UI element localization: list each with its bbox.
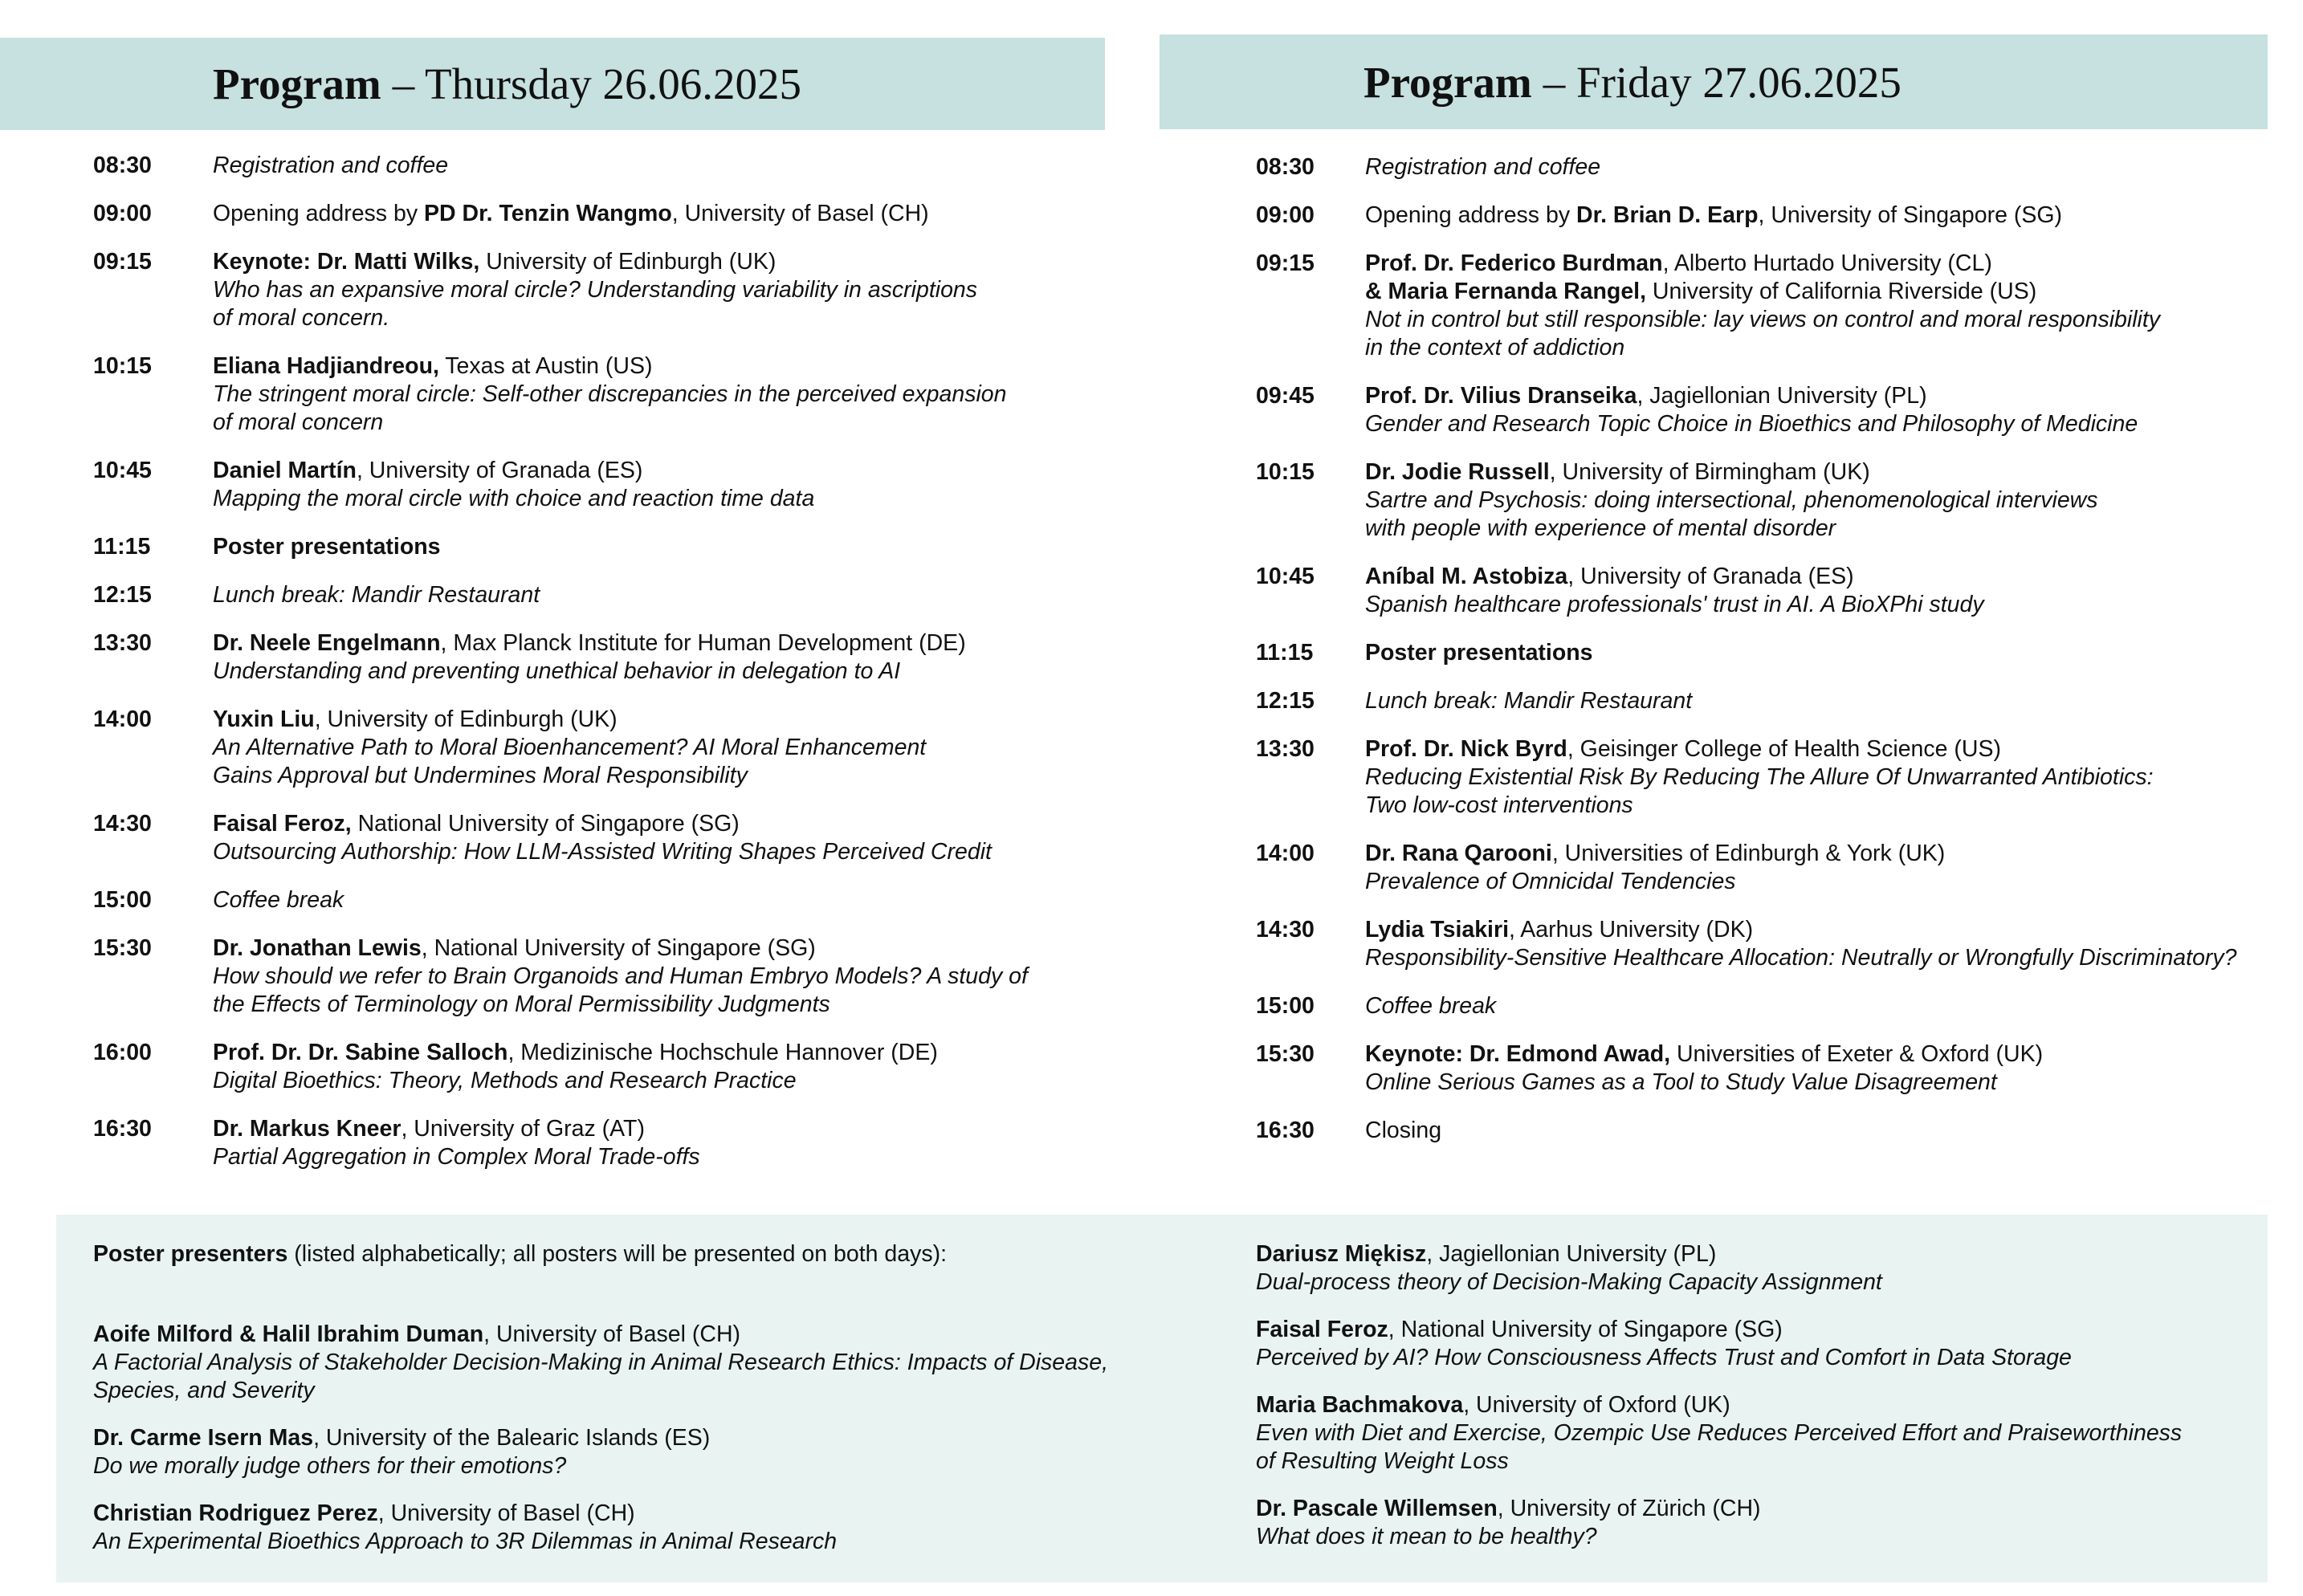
- affiliation-text: , University of Oxford (UK): [1463, 1392, 1730, 1418]
- poster-entry: [93, 1321, 1137, 1405]
- time-slot: 11:15: [1256, 640, 1314, 666]
- time-slot: 09:00: [93, 201, 152, 226]
- schedule-row: [1256, 153, 2292, 181]
- entry-line: [213, 152, 448, 180]
- entry-line: [1256, 1240, 2268, 1268]
- entry-line: [213, 1039, 938, 1067]
- entry-line: [213, 533, 441, 561]
- speaker-name: Dr. Neele Engelmann: [213, 630, 441, 656]
- affiliation-text: , Geisinger College of Health Science (US): [1567, 736, 2001, 762]
- time-slot: 11:15: [93, 534, 151, 560]
- speaker-name: Poster presentations: [1365, 640, 1593, 666]
- schedule-entry: [213, 1039, 938, 1095]
- talk-title: Digital Bioethics: Theory, Methods and Research Practice: [213, 1068, 797, 1093]
- talk-title: in the context of addiction: [1365, 335, 1625, 360]
- speaker-name: Dr. Carme Isern Mas: [93, 1425, 314, 1451]
- poster-list-left: [93, 1321, 1137, 1556]
- poster-entry: [93, 1500, 1137, 1556]
- entry-line: [213, 200, 929, 228]
- poster-intro-title: Poster presenters: [93, 1241, 288, 1267]
- speaker-name: Prof. Dr. Vilius Dranseika: [1365, 383, 1637, 409]
- time-slot: 16:00: [93, 1040, 152, 1065]
- schedule-entry: [213, 248, 977, 332]
- affiliation-text: University of California Riverside (US): [1646, 279, 2037, 304]
- entry-line: [1256, 1268, 2268, 1297]
- entry-line: [213, 934, 1028, 963]
- entry-line: [213, 1143, 700, 1171]
- speaker-name: Keynote: Dr. Edmond Awad,: [1365, 1041, 1671, 1067]
- schedule-row: [1256, 382, 2292, 438]
- talk-title: Reducing Existential Risk By Reducing The Allure Of Unwarranted Antibiotics:: [1365, 764, 2154, 790]
- entry-line: [1365, 792, 2154, 820]
- affiliation-text: , Jagiellonian University (PL): [1637, 383, 1927, 409]
- talk-title: Gender and Research Topic Choice in Bioethics and Philosophy of Medicine: [1365, 411, 2138, 437]
- schedule-row: [93, 629, 1097, 686]
- schedule-entry: [213, 581, 540, 609]
- entry-line: [213, 1067, 938, 1095]
- header-thursday-program: Program: [213, 59, 381, 108]
- affiliation-text: , Universities of Edinburgh & York (UK): [1551, 841, 1946, 866]
- schedule-entry: [1365, 639, 1593, 667]
- entry-line: [1256, 1419, 2268, 1447]
- talk-title: Do we morally judge others for their emotions?: [93, 1453, 567, 1479]
- time-slot: 12:15: [1256, 688, 1315, 714]
- entry-line: [213, 762, 926, 790]
- entry-line: [93, 1349, 1137, 1377]
- affiliation-text: , University of Birmingham (UK): [1549, 459, 1870, 485]
- entry-line: [213, 485, 814, 513]
- poster-column-left: [93, 1240, 1137, 1575]
- entry-line: [1365, 278, 2160, 306]
- schedule-entry: [1365, 202, 2062, 230]
- talk-title: Sartre and Psychosis: doing intersectional, phenomenological interviews: [1365, 487, 2098, 513]
- talk-title: Who has an expansive moral circle? Understanding variability in ascriptions: [213, 277, 978, 303]
- poster-entry: [1256, 1495, 2268, 1551]
- talk-title: of moral concern: [213, 409, 384, 435]
- time-slot: 13:30: [93, 630, 152, 656]
- schedule-row: [1256, 687, 2292, 715]
- entry-line: [93, 1528, 1137, 1556]
- speaker-name: Faisal Feroz: [1256, 1317, 1388, 1342]
- entry-line: [1365, 153, 1600, 181]
- time-slot: 09:15: [1256, 250, 1315, 276]
- entry-line: [213, 248, 977, 276]
- schedule-entry: [1365, 992, 1496, 1020]
- talk-title: Two low-cost interventions: [1365, 792, 1633, 818]
- time-slot: 14:30: [1256, 917, 1315, 943]
- entry-line: [1365, 992, 1496, 1020]
- schedule-row: [1256, 1040, 2292, 1097]
- entry-line: [1365, 250, 2160, 278]
- schedule-entry: [1365, 563, 1984, 619]
- time-slot: 14:30: [93, 811, 152, 837]
- time-slot: 09:45: [1256, 383, 1315, 409]
- time-slot: 10:15: [1256, 459, 1315, 485]
- schedule-row: [1256, 916, 2292, 972]
- schedule-entry: [213, 457, 814, 513]
- schedule-entry: [1365, 735, 2154, 820]
- poster-entry: [1256, 1391, 2268, 1476]
- time-slot: 10:45: [1256, 564, 1315, 589]
- schedule-row: [1256, 202, 2292, 230]
- entry-line: [1256, 1523, 2268, 1551]
- schedule-row: [1256, 840, 2292, 896]
- entry-line: [1365, 410, 2138, 438]
- talk-title: Spanish healthcare professionals' trust in AI. A BioXPhi study: [1365, 592, 1984, 617]
- schedule-row: [93, 1039, 1097, 1095]
- poster-list-right: [1256, 1240, 2268, 1551]
- talk-title: Partial Aggregation in Complex Moral Trade-offs: [213, 1144, 700, 1170]
- talk-title: Lunch break: Mandir Restaurant: [213, 582, 540, 608]
- entry-line: [1365, 487, 2098, 515]
- affiliation-text: Closing: [1365, 1118, 1442, 1143]
- schedule-row: [93, 886, 1097, 914]
- time-slot: 15:30: [1256, 1041, 1315, 1067]
- schedule-entry: [213, 1115, 700, 1171]
- speaker-name: Prof. Dr. Dr. Sabine Salloch: [213, 1040, 508, 1065]
- entry-line: [1365, 916, 2237, 944]
- time-slot: 14:00: [93, 706, 152, 732]
- entry-line: [213, 838, 992, 866]
- entry-line: [1256, 1391, 2268, 1419]
- speaker-name: Poster presentations: [213, 534, 441, 560]
- friday-schedule: [1256, 153, 2292, 1165]
- schedule-entry: [1365, 916, 2237, 972]
- schedule-entry: [213, 352, 1007, 437]
- schedule-row: [93, 200, 1097, 228]
- talk-title: of moral concern.: [213, 305, 390, 331]
- speaker-name: Maria Bachmakova: [1256, 1392, 1464, 1418]
- affiliation-text: Opening address by: [213, 201, 424, 226]
- talk-title: Responsibility-Sensitive Healthcare Allocation: Neutrally or Wrongfully Discriminatory?: [1365, 945, 2237, 971]
- schedule-entry: [213, 810, 992, 866]
- speaker-name: PD Dr. Tenzin Wangmo: [424, 201, 672, 226]
- speaker-name: Yuxin Liu: [213, 706, 315, 732]
- talk-title: with people with experience of mental disorder: [1365, 515, 1836, 541]
- schedule-entry: [1365, 153, 1600, 181]
- time-slot: 09:15: [93, 249, 152, 275]
- schedule-row: [93, 810, 1097, 866]
- schedule-entry: [1365, 250, 2160, 362]
- entry-line: [213, 276, 977, 304]
- talk-title: A Factorial Analysis of Stakeholder Decision-Making in Animal Research Ethics: Impacts of Disease,: [93, 1350, 1109, 1375]
- affiliation-text: , Medizinische Hochschule Hannover (DE): [507, 1040, 938, 1065]
- entry-line: [1365, 840, 1945, 868]
- speaker-name: Dr. Brian D. Earp: [1576, 202, 1759, 228]
- entry-line: [213, 963, 1028, 991]
- talk-title: What does it mean to be healthy?: [1256, 1524, 1597, 1549]
- schedule-entry: [1365, 1117, 1441, 1145]
- entry-line: [1365, 944, 2237, 972]
- speaker-name: Aníbal M. Astobiza: [1365, 564, 1568, 589]
- schedule-row: [1256, 458, 2292, 543]
- entry-line: [93, 1452, 1137, 1480]
- time-slot: 15:00: [93, 887, 152, 913]
- speaker-name: Christian Rodriguez Perez: [93, 1500, 378, 1526]
- schedule-entry: [1365, 458, 2098, 543]
- entry-line: [213, 581, 540, 609]
- affiliation-text: , University of Granada (ES): [356, 458, 643, 483]
- schedule-entry: [213, 152, 448, 180]
- header-thursday-date: – Thursday 26.06.2025: [392, 59, 801, 108]
- entry-line: [213, 991, 1028, 1019]
- poster-intro-note: (listed alphabetically; all posters will be presented on both days):: [287, 1241, 947, 1267]
- schedule-entry: [213, 706, 926, 790]
- entry-line: [213, 810, 992, 838]
- entry-line: [1256, 1316, 2268, 1344]
- entry-line: [1256, 1344, 2268, 1372]
- speaker-name: Dr. Jonathan Lewis: [213, 935, 422, 961]
- talk-title: Understanding and preventing unethical behavior in delegation to AI: [213, 658, 901, 684]
- schedule-row: [93, 152, 1097, 180]
- schedule-row: [93, 533, 1097, 561]
- entry-line: [1365, 1117, 1441, 1145]
- time-slot: 09:00: [1256, 202, 1315, 228]
- thursday-schedule: [93, 152, 1097, 1191]
- affiliation-text: University of Edinburgh (UK): [479, 249, 776, 275]
- talk-title: Outsourcing Authorship: How LLM-Assisted Writing Shapes Perceived Credit: [213, 839, 992, 865]
- affiliation-text: , Jagiellonian University (PL): [1426, 1241, 1717, 1267]
- header-friday-date: – Friday 27.06.2025: [1543, 57, 1902, 107]
- entry-line: [213, 658, 966, 686]
- talk-title: The stringent moral circle: Self-other discrepancies in the perceived expansion: [213, 381, 1007, 407]
- schedule-row: [93, 1115, 1097, 1171]
- affiliation-text: , National University of Singapore (SG): [1388, 1317, 1783, 1342]
- talk-title: Lunch break: Mandir Restaurant: [1365, 688, 1693, 714]
- speaker-name: Dr. Pascale Willemsen: [1256, 1496, 1498, 1521]
- affiliation-text: , University of Zürich (CH): [1497, 1496, 1761, 1521]
- header-friday: [1160, 35, 2268, 129]
- talk-title: Prevalence of Omnicidal Tendencies: [1365, 869, 1736, 894]
- schedule-row: [1256, 992, 2292, 1020]
- entry-line: [213, 886, 344, 914]
- entry-line: [1256, 1495, 2268, 1523]
- entry-line: [1365, 735, 2154, 763]
- entry-line: [93, 1424, 1137, 1452]
- time-slot: 10:15: [93, 353, 152, 379]
- speaker-name: Faisal Feroz,: [213, 811, 352, 837]
- affiliation-text: , University of Granada (ES): [1567, 564, 1854, 589]
- speaker-name: Dariusz Miękisz: [1256, 1241, 1427, 1267]
- poster-intro: [93, 1240, 1137, 1268]
- entry-line: [1256, 1447, 2268, 1476]
- affiliation-text: , Max Planck Institute for Human Development (DE): [440, 630, 966, 656]
- affiliation-text: , University of the Balearic Islands (ES): [313, 1425, 711, 1451]
- time-slot: 16:30: [93, 1116, 152, 1142]
- talk-title: Online Serious Games as a Tool to Study Value Disagreement: [1365, 1069, 1997, 1095]
- speaker-name: Daniel Martín: [213, 458, 357, 483]
- entry-line: [213, 381, 1007, 409]
- schedule-row: [1256, 639, 2292, 667]
- entry-line: [213, 1115, 700, 1143]
- entry-line: [1365, 306, 2160, 334]
- speaker-name: Lydia Tsiakiri: [1365, 917, 1509, 943]
- entry-line: [213, 734, 926, 762]
- talk-title: Dual-process theory of Decision-Making Capacity Assignment: [1256, 1269, 1882, 1295]
- entry-line: [213, 304, 977, 332]
- poster-entry: [93, 1424, 1137, 1480]
- time-slot: 08:30: [93, 153, 152, 178]
- time-slot: 13:30: [1256, 736, 1315, 762]
- entry-line: [1365, 515, 2098, 543]
- speaker-name: Eliana Hadjiandreou,: [213, 353, 439, 379]
- speaker-name: Aoife Milford & Halil Ibrahim Duman: [93, 1321, 484, 1347]
- schedule-row: [1256, 1117, 2292, 1145]
- affiliation-text: , University of Singapore (SG): [1758, 202, 2063, 228]
- affiliation-text: Texas at Austin (US): [438, 353, 653, 379]
- speaker-name: Prof. Dr. Nick Byrd: [1365, 736, 1567, 762]
- speaker-name: Prof. Dr. Federico Burdman: [1365, 250, 1663, 276]
- schedule-entry: [1365, 1040, 2043, 1097]
- schedule-row: [93, 934, 1097, 1019]
- header-thursday: [0, 38, 1105, 130]
- schedule-entry: [213, 934, 1028, 1019]
- talk-title: Coffee break: [213, 887, 344, 913]
- talk-title: of Resulting Weight Loss: [1256, 1448, 1509, 1474]
- entry-line: [213, 629, 966, 658]
- talk-title: Even with Diet and Exercise, Ozempic Use Reduces Perceived Effort and Praiseworthiness: [1256, 1420, 2183, 1446]
- talk-title: Coffee break: [1365, 993, 1497, 1019]
- schedule-entry: [213, 533, 441, 561]
- schedule-row: [93, 581, 1097, 609]
- entry-line: [213, 409, 1007, 437]
- affiliation-text: , Alberto Hurtado University (CL): [1662, 250, 1992, 276]
- affiliation-text: , Aarhus University (DK): [1509, 917, 1754, 943]
- schedule-entry: [213, 629, 966, 686]
- speaker-name: Dr. Jodie Russell: [1365, 459, 1550, 485]
- talk-title: An Alternative Path to Moral Bioenhancement? AI Moral Enhancement: [213, 735, 927, 760]
- talk-title: Gains Approval but Undermines Moral Responsibility: [213, 763, 748, 788]
- schedule-row: [93, 352, 1097, 437]
- poster-entry: [1256, 1240, 2268, 1297]
- entry-line: [93, 1377, 1137, 1405]
- time-slot: 10:45: [93, 458, 152, 483]
- talk-title: An Experimental Bioethics Approach to 3R Dilemmas in Animal Research: [93, 1529, 838, 1554]
- entry-line: [213, 706, 926, 734]
- entry-line: [1365, 334, 2160, 362]
- entry-line: [93, 1500, 1137, 1528]
- schedule-row: [1256, 735, 2292, 820]
- affiliation-text: , University of Basel (CH): [671, 201, 929, 226]
- schedule-entry: [213, 886, 344, 914]
- entry-line: [1365, 1069, 2043, 1097]
- talk-title: Mapping the moral circle with choice and reaction time data: [213, 486, 815, 511]
- entry-line: [1365, 382, 2138, 410]
- entry-line: [1365, 458, 2098, 487]
- time-slot: 08:30: [1256, 154, 1315, 180]
- poster-entry: [1256, 1316, 2268, 1372]
- time-slot: 16:30: [1256, 1118, 1315, 1143]
- entry-line: [213, 457, 814, 485]
- time-slot: 12:15: [93, 582, 152, 608]
- affiliation-text: , National University of Singapore (SG): [421, 935, 816, 961]
- affiliation-text: , University of Graz (AT): [401, 1116, 645, 1142]
- affiliation-text: National University of Singapore (SG): [351, 811, 740, 837]
- time-slot: 15:00: [1256, 993, 1315, 1019]
- entry-line: [1365, 1040, 2043, 1069]
- entry-line: [1365, 687, 1692, 715]
- affiliation-text: , University of Basel (CH): [377, 1500, 635, 1526]
- speaker-name: Dr. Rana Qarooni: [1365, 841, 1552, 866]
- poster-column-right: [1256, 1240, 2268, 1570]
- affiliation-text: Opening address by: [1365, 202, 1576, 228]
- header-friday-program: Program: [1363, 57, 1532, 107]
- time-slot: 15:30: [93, 935, 152, 961]
- schedule-row: [93, 457, 1097, 513]
- affiliation-text: Universities of Exeter & Oxford (UK): [1670, 1041, 2044, 1067]
- speaker-name: & Maria Fernanda Rangel,: [1365, 279, 1647, 304]
- talk-title: the Effects of Terminology on Moral Permissibility Judgments: [213, 991, 830, 1017]
- talk-title: How should we refer to Brain Organoids and Human Embryo Models? A study of: [213, 963, 1028, 989]
- talk-title: Not in control but still responsible: lay views on control and moral responsibility: [1365, 307, 2161, 332]
- entry-line: [213, 352, 1007, 381]
- talk-title: Perceived by AI? How Consciousness Affects Trust and Comfort in Data Storage: [1256, 1345, 2072, 1370]
- entry-line: [1365, 591, 1984, 619]
- entry-line: [1365, 202, 2062, 230]
- time-slot: 14:00: [1256, 841, 1315, 866]
- schedule-row: [93, 706, 1097, 790]
- schedule-row: [93, 248, 1097, 332]
- affiliation-text: , University of Basel (CH): [483, 1321, 741, 1347]
- talk-title: Registration and coffee: [213, 153, 449, 178]
- schedule-row: [1256, 563, 2292, 619]
- entry-line: [1365, 563, 1984, 591]
- schedule-entry: [213, 200, 929, 228]
- entry-line: [1365, 763, 2154, 792]
- schedule-entry: [1365, 840, 1945, 896]
- schedule-entry: [1365, 382, 2138, 438]
- affiliation-text: , University of Edinburgh (UK): [314, 706, 618, 732]
- entry-line: [93, 1321, 1137, 1349]
- schedule-row: [1256, 250, 2292, 362]
- schedule-entry: [1365, 687, 1692, 715]
- entry-line: [1365, 639, 1593, 667]
- entry-line: [1365, 868, 1945, 896]
- talk-title: Registration and coffee: [1365, 154, 1601, 180]
- speaker-name: Dr. Markus Kneer: [213, 1116, 401, 1142]
- talk-title: Species, and Severity: [93, 1378, 315, 1403]
- speaker-name: Keynote: Dr. Matti Wilks,: [213, 249, 480, 275]
